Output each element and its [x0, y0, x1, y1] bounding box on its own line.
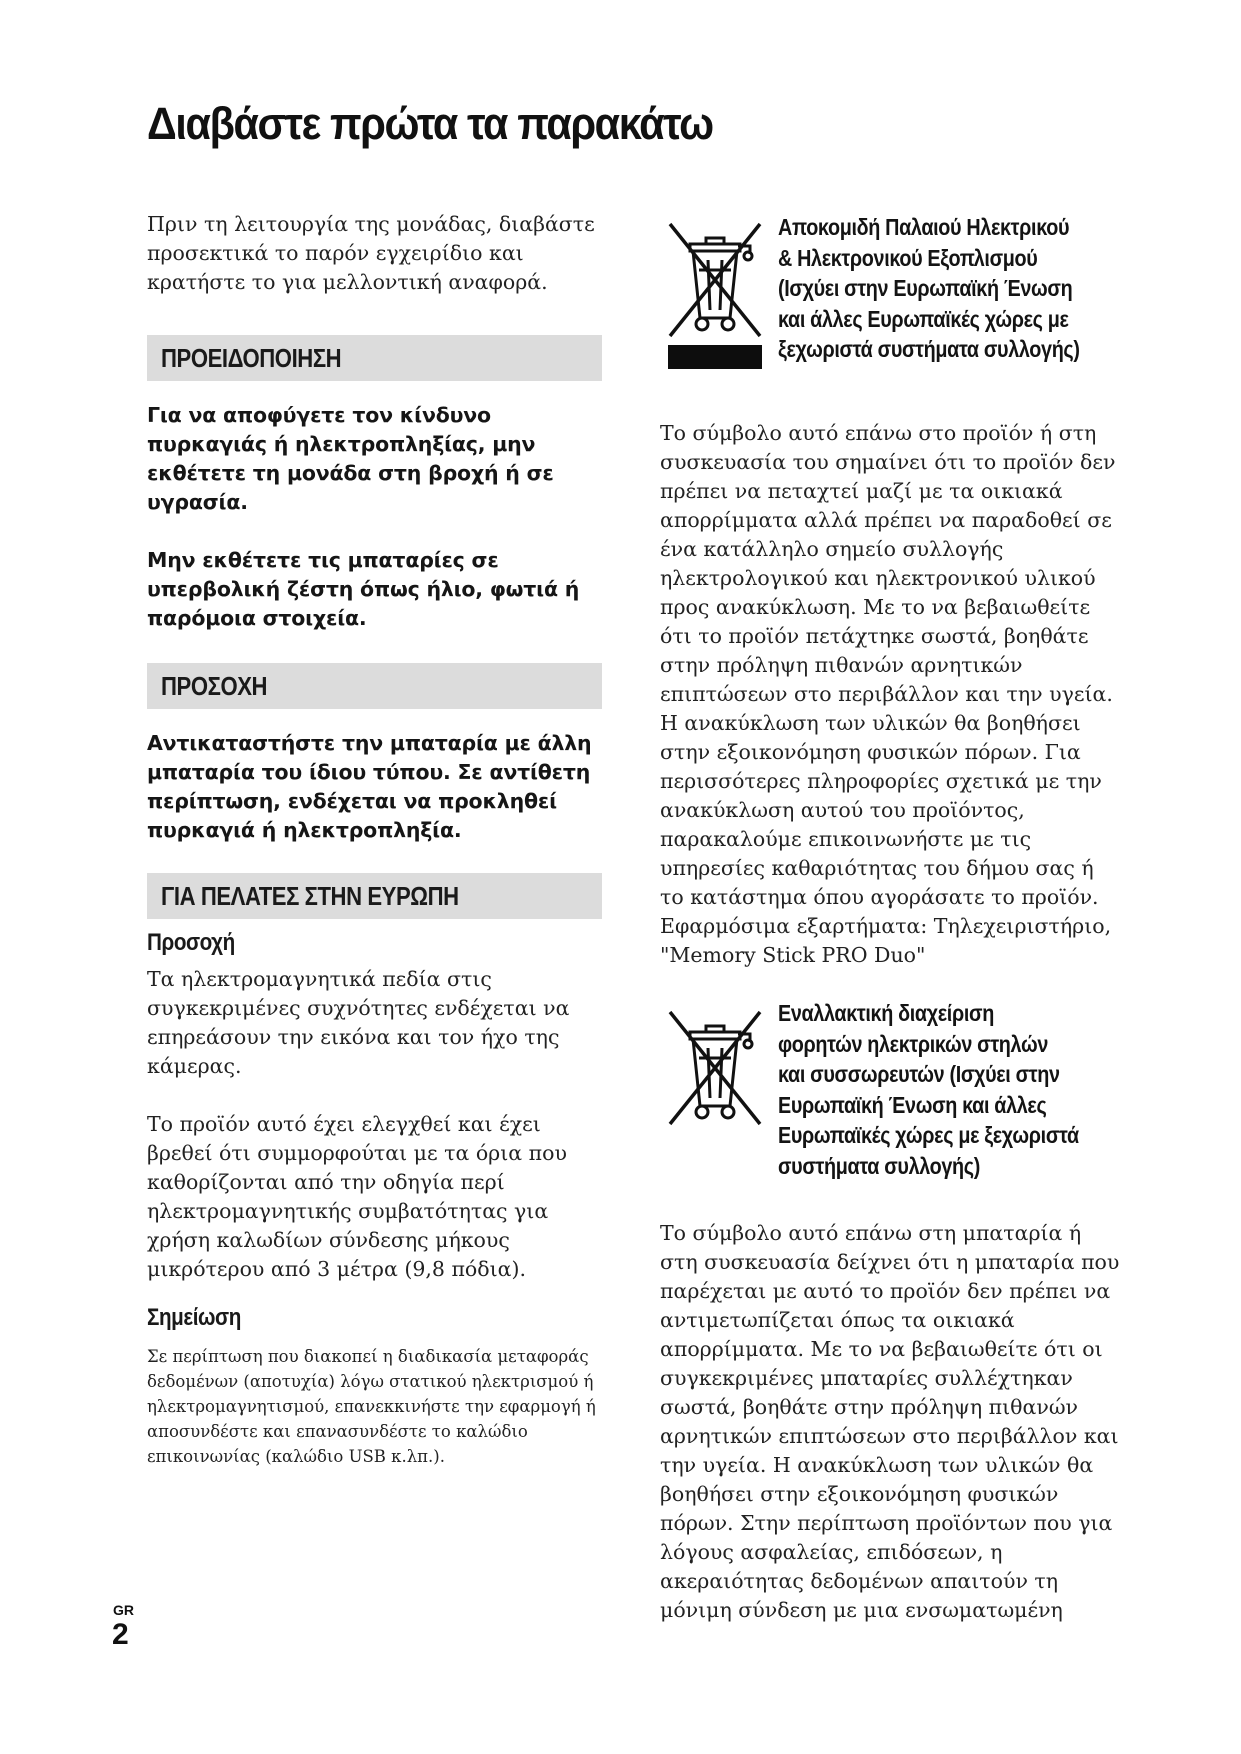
caution-paragraph: Αντικαταστήστε την μπαταρία με άλλη μπαταρία του ίδιου τύπου. Σε αντίθετη περίπτωση, ενδέχεται να προκληθεί πυρκαγιά ή ηλεκτροπληξία. [147, 731, 592, 842]
weee2-title-line-4: Ευρωπαϊκή Ένωση και άλλες [778, 1091, 1047, 1118]
weee2-title-line-2: φορητών ηλεκτρικών στηλών [778, 1030, 1048, 1057]
warning-paragraph-1: Για να αποφύγετε τον κίνδυνο πυρκαγιάς ή ηλεκτροπληξίας, μην εκθέτετε τη μονάδα στη βροχή ή σε υγρασία. [147, 403, 554, 514]
weee1-title-line-5: ξεχωριστά συστήματα συλλογής) [778, 336, 1080, 362]
folio-language-code: GR [113, 1602, 134, 1618]
weee-equipment-block [660, 210, 1120, 379]
prosoxi-subheading-label: Προσοχή [147, 929, 235, 956]
weee1-title-line-2: & Ηλεκτρονικού Εξοπλισμού [778, 244, 1038, 271]
weee-battery-title [778, 998, 1128, 1181]
prosoxi-subheading [147, 929, 602, 957]
weee1-title-line-3: (Ισχύει στην Ευρωπαϊκή Ένωση [778, 275, 1073, 301]
weee-battery-block [660, 998, 1120, 1181]
weee-equipment-title [778, 212, 1129, 365]
weee2-title-line-5: Ευρωπαϊκές χώρες με ξεχωριστά [778, 1122, 1079, 1148]
weee2-title-line-3: και συσσωρευτών (Ισχύει στην [778, 1061, 1060, 1087]
europe-heading [147, 873, 602, 919]
weee2-title-line-6: συστήματα συλλογής) [778, 1152, 980, 1179]
caution-heading [147, 663, 602, 709]
folio-page-number: 2 [112, 1618, 129, 1651]
weee-equipment-paragraph: Το σύμβολο αυτό επάνω στο προϊόν ή στη συσκευασία του σημαίνει ότι το προϊόν δεν πρέπει να πεταχτεί μαζί με τα οικιακά απορρίμματα αλλά πρέπει να παραδοθεί σε ένα κατάλληλο σημείο συλλογής ηλεκτρολογικού και ηλεκτρονικού υλικού προς ανακύκλωση. Με το να βεβαιωθείτε ότι το προϊόν πετάχτηκε σωστά, βοηθάτε στην πρόληψη πιθανών αρνητικών επιπτώσεων στο περιβάλλον και την υγεία. Η ανακύκλωση των υλικών θα βοηθήσει στην εξοικονόμηση φυσικών πόρων. Για περισσότερες πληροφορίες σχετικά με την ανακύκλωση αυτού του προϊόντος, παρακαλούμε επικοινωνήστε με τις υπηρεσίες καθαριότητας του δήμου σας ή το κατάστημα όπου αγοράσατε το προϊόν. Εφαρμόσιμα εξαρτήματα: Τηλεχειριστήριο, "Memory Stick PRO Duo" [660, 421, 1116, 967]
weee-battery-paragraph: Το σύμβολο αυτό επάνω στη μπαταρία ή στη συσκευασία δείχνει ότι η μπαταρία που παρέχεται με αυτό το προϊόν δεν πρέπει να αντιμετωπίζεται όπως τα οικιακά απορρίμματα. Με το να βεβαιωθείτε ότι οι συγκεκριμένες μπαταρίες συλλέχτηκαν σωστά, βοηθάτε στην πρόληψη πιθανών αρνητικών επιπτώσεων στο περιβάλλον και την υγεία. Η ανακύκλωση των υλικών θα βοηθήσει στην εξοικονόμηση φυσικών πόρων. Στην περίπτωση προϊόντων που για λόγους ασφαλείας, επιδόσεων, η ακεραιότητας δεδομένων απαιτούν τη μόνιμη σύνδεση με μια ενσωματωμένη [660, 1221, 1120, 1622]
europe-heading-label: ΓΙΑ ΠΕΛΑΤΕΣ ΣΤΗΝ ΕΥΡΩΠΗ [161, 880, 459, 911]
warning-heading [147, 335, 602, 381]
prosoxi-paragraph-2: Το προϊόν αυτό έχει ελεγχθεί και έχει βρεθεί ότι συμμορφούται με τα όρια που καθορίζονται από την οδηγία περί ηλεκτρομαγνητικής συμβατότητας για χρήση καλωδίων σύνδεσης μήκους μικρότερου από 3 μέτρα (9,8 πόδια). [147, 1112, 567, 1281]
warning-paragraph-2: Μην εκθέτετε τις μπαταρίες σε υπερβολική ζέστη όπως ήλιο, φωτιά ή παρόμοια στοιχεία. [147, 548, 580, 630]
weee1-title-line-1: Αποκομιδή Παλαιού Ηλεκτρικού [778, 214, 1070, 240]
weee1-title-line-4: και άλλες Ευρωπαϊκές χώρες με [778, 305, 1069, 332]
note-subheading [147, 1304, 602, 1332]
prosoxi-paragraph-1: Τα ηλεκτρομαγνητικά πεδία στις συγκεκριμένες συχνότητες ενδέχεται να επηρεάσουν την εικόνα και τον ήχο της κάμερας. [147, 967, 570, 1078]
page-title: Διαβάστε πρώτα τα παρακάτω [147, 98, 713, 149]
intro-paragraph: Πριν τη λειτουργία της μονάδας, διαβάστε προσεκτικά το παρόν εγχειρίδιο και κρατήστε το για μελλοντική αναφορά. [147, 212, 595, 294]
note-subheading-label: Σημείωση [147, 1304, 241, 1331]
right-column [660, 210, 1120, 1625]
left-column [147, 210, 602, 1469]
weee2-title-line-1: Εναλλακτική διαχείριση [778, 1000, 994, 1026]
caution-heading-label: ΠΡΟΣΟΧΗ [161, 670, 268, 701]
crossed-out-wheelie-bin-icon [660, 998, 770, 1142]
crossed-out-wheelie-bin-with-bar-icon [660, 210, 770, 379]
note-paragraph: Σε περίπτωση που διακοπεί η διαδικασία μεταφοράς δεδομένων (αποτυχία) λόγω στατικού ηλεκτρισμού ή ηλεκτρομαγνητισμού, επανεκκινήστε την εφαρμογή ή αποσυνδέστε και επανασυνδέστε το καλώδιο επικοινωνίας (καλώδιο USB κ.λπ.). [147, 1347, 596, 1466]
warning-heading-label: ΠΡΟΕΙΔΟΠΟΙΗΣΗ [161, 342, 342, 373]
